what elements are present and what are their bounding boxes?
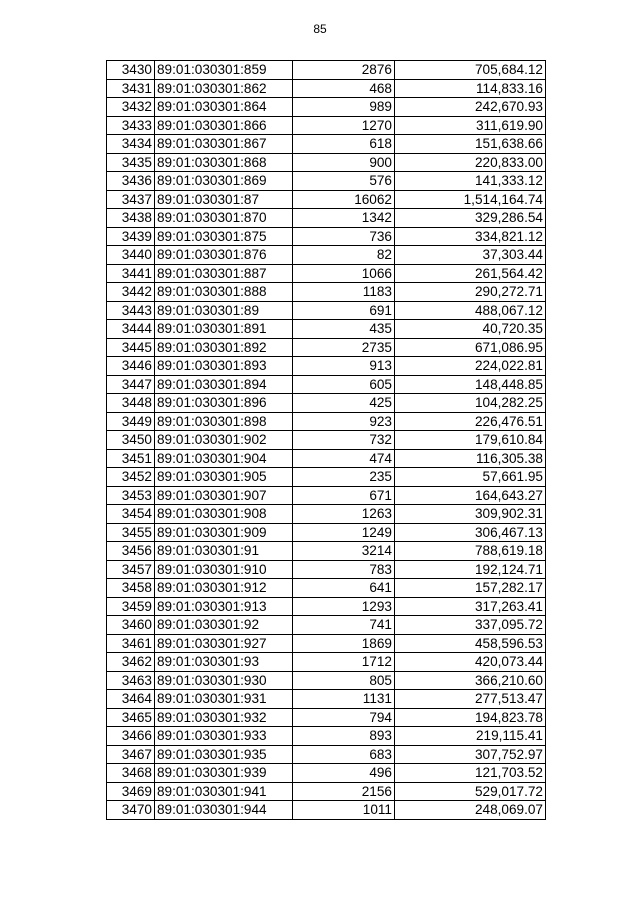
table-row: [107, 468, 546, 487]
row-number-cell: 3451: [107, 449, 155, 468]
row-number-cell: 3442: [107, 283, 155, 302]
row-number-cell: 3444: [107, 320, 155, 339]
table-row: [107, 579, 546, 598]
cadastral-value-cell: 242,670.93: [395, 98, 546, 117]
cadastral-number-cell: 89:01:030301:896: [155, 394, 293, 413]
area-cell: 82: [293, 246, 395, 265]
area-cell: 1183: [293, 283, 395, 302]
table-row: [107, 801, 546, 820]
row-number-cell: 3464: [107, 690, 155, 709]
area-cell: 732: [293, 431, 395, 450]
table-row: [107, 412, 546, 431]
table-row: [107, 764, 546, 783]
cadastral-value-cell: 40,720.35: [395, 320, 546, 339]
cadastral-value-cell: 151,638.66: [395, 135, 546, 154]
cadastral-number-cell: 89:01:030301:892: [155, 338, 293, 357]
cadastral-number-cell: 89:01:030301:930: [155, 671, 293, 690]
table-row: [107, 153, 546, 172]
cadastral-number-cell: 89:01:030301:887: [155, 264, 293, 283]
table-row: [107, 338, 546, 357]
cadastral-number-cell: 89:01:030301:870: [155, 209, 293, 228]
area-cell: 671: [293, 486, 395, 505]
cadastral-number-cell: 89:01:030301:898: [155, 412, 293, 431]
row-number-cell: 3457: [107, 560, 155, 579]
cadastral-number-cell: 89:01:030301:867: [155, 135, 293, 154]
cadastral-value-cell: 116,305.38: [395, 449, 546, 468]
cadastral-number-cell: 89:01:030301:905: [155, 468, 293, 487]
row-number-cell: 3439: [107, 227, 155, 246]
row-number-cell: 3453: [107, 486, 155, 505]
cadastral-number-cell: 89:01:030301:876: [155, 246, 293, 265]
table-row: [107, 690, 546, 709]
cadastral-value-cell: 317,263.41: [395, 597, 546, 616]
cadastral-value-cell: 226,476.51: [395, 412, 546, 431]
table-row: [107, 172, 546, 191]
cadastral-number-cell: 89:01:030301:927: [155, 634, 293, 653]
table-row: [107, 505, 546, 524]
cadastral-value-cell: 219,115.41: [395, 727, 546, 746]
cadastral-value-cell: 306,467.13: [395, 523, 546, 542]
table-row: [107, 264, 546, 283]
table-row: [107, 634, 546, 653]
row-number-cell: 3465: [107, 708, 155, 727]
area-cell: 16062: [293, 190, 395, 209]
table-row: [107, 79, 546, 98]
area-cell: 1342: [293, 209, 395, 228]
cadastral-value-cell: 488,067.12: [395, 301, 546, 320]
cadastral-value-cell: 179,610.84: [395, 431, 546, 450]
table-row: [107, 135, 546, 154]
table-row: [107, 283, 546, 302]
cadastral-number-cell: 89:01:030301:875: [155, 227, 293, 246]
table-row: [107, 745, 546, 764]
cadastral-value-cell: 788,619.18: [395, 542, 546, 561]
area-cell: 235: [293, 468, 395, 487]
table-row: [107, 227, 546, 246]
cadastral-value-cell: 194,823.78: [395, 708, 546, 727]
cadastral-number-cell: 89:01:030301:933: [155, 727, 293, 746]
cadastral-value-cell: 121,703.52: [395, 764, 546, 783]
row-number-cell: 3450: [107, 431, 155, 450]
row-number-cell: 3462: [107, 653, 155, 672]
cadastral-value-cell: 311,619.90: [395, 116, 546, 135]
cadastral-value-cell: 248,069.07: [395, 801, 546, 820]
table-body: [107, 61, 546, 820]
row-number-cell: 3452: [107, 468, 155, 487]
row-number-cell: 3458: [107, 579, 155, 598]
cadastral-number-cell: 89:01:030301:944: [155, 801, 293, 820]
area-cell: 683: [293, 745, 395, 764]
area-cell: 741: [293, 616, 395, 635]
cadastral-number-cell: 89:01:030301:888: [155, 283, 293, 302]
area-cell: 474: [293, 449, 395, 468]
cadastral-value-cell: 458,596.53: [395, 634, 546, 653]
table-row: [107, 394, 546, 413]
area-cell: 1293: [293, 597, 395, 616]
cadastral-value-cell: 261,564.42: [395, 264, 546, 283]
area-cell: 641: [293, 579, 395, 598]
row-number-cell: 3434: [107, 135, 155, 154]
area-cell: 3214: [293, 542, 395, 561]
table-row: [107, 486, 546, 505]
cadastral-value-cell: 164,643.27: [395, 486, 546, 505]
area-cell: 425: [293, 394, 395, 413]
cadastral-number-cell: 89:01:030301:939: [155, 764, 293, 783]
cadastral-number-cell: 89:01:030301:907: [155, 486, 293, 505]
row-number-cell: 3441: [107, 264, 155, 283]
cadastral-value-cell: 307,752.97: [395, 745, 546, 764]
area-cell: 1131: [293, 690, 395, 709]
table-row: [107, 301, 546, 320]
cadastral-value-cell: 309,902.31: [395, 505, 546, 524]
area-cell: 893: [293, 727, 395, 746]
cadastral-value-cell: 141,333.12: [395, 172, 546, 191]
cadastral-number-cell: 89:01:030301:904: [155, 449, 293, 468]
row-number-cell: 3460: [107, 616, 155, 635]
table-row: [107, 209, 546, 228]
area-cell: 783: [293, 560, 395, 579]
table-row: [107, 61, 546, 80]
cadastral-number-cell: 89:01:030301:868: [155, 153, 293, 172]
cadastral-value-cell: 705,684.12: [395, 61, 546, 80]
area-cell: 2876: [293, 61, 395, 80]
cadastral-number-cell: 89:01:030301:89: [155, 301, 293, 320]
area-cell: 900: [293, 153, 395, 172]
table-row: [107, 449, 546, 468]
cadastral-number-cell: 89:01:030301:913: [155, 597, 293, 616]
row-number-cell: 3440: [107, 246, 155, 265]
area-cell: 1869: [293, 634, 395, 653]
table-row: [107, 190, 546, 209]
row-number-cell: 3430: [107, 61, 155, 80]
cadastral-number-cell: 89:01:030301:87: [155, 190, 293, 209]
cadastral-number-cell: 89:01:030301:894: [155, 375, 293, 394]
row-number-cell: 3459: [107, 597, 155, 616]
cadastral-number-cell: 89:01:030301:862: [155, 79, 293, 98]
table-row: [107, 375, 546, 394]
area-cell: 2735: [293, 338, 395, 357]
page-number: 85: [313, 22, 327, 36]
cadastral-number-cell: 89:01:030301:910: [155, 560, 293, 579]
cadastral-number-cell: 89:01:030301:909: [155, 523, 293, 542]
cadastral-number-cell: 89:01:030301:869: [155, 172, 293, 191]
row-number-cell: 3433: [107, 116, 155, 135]
area-cell: 989: [293, 98, 395, 117]
area-cell: 468: [293, 79, 395, 98]
row-number-cell: 3436: [107, 172, 155, 191]
cadastral-value-cell: 148,448.85: [395, 375, 546, 394]
cadastral-value-cell: 37,303.44: [395, 246, 546, 265]
row-number-cell: 3438: [107, 209, 155, 228]
cadastral-value-cell: 1,514,164.74: [395, 190, 546, 209]
table-row: [107, 431, 546, 450]
cadastral-number-cell: 89:01:030301:893: [155, 357, 293, 376]
cadastral-number-cell: 89:01:030301:859: [155, 61, 293, 80]
row-number-cell: 3466: [107, 727, 155, 746]
table-row: [107, 542, 546, 561]
row-number-cell: 3448: [107, 394, 155, 413]
cadastral-value-cell: 529,017.72: [395, 782, 546, 801]
row-number-cell: 3432: [107, 98, 155, 117]
table-row: [107, 616, 546, 635]
row-number-cell: 3435: [107, 153, 155, 172]
area-cell: 794: [293, 708, 395, 727]
row-number-cell: 3470: [107, 801, 155, 820]
cadastral-value-cell: 671,086.95: [395, 338, 546, 357]
area-cell: 1249: [293, 523, 395, 542]
row-number-cell: 3455: [107, 523, 155, 542]
cadastral-number-cell: 89:01:030301:908: [155, 505, 293, 524]
table-row: [107, 523, 546, 542]
table-row: [107, 560, 546, 579]
area-cell: 1011: [293, 801, 395, 820]
table-row: [107, 782, 546, 801]
area-cell: 736: [293, 227, 395, 246]
area-cell: 618: [293, 135, 395, 154]
table-row: [107, 671, 546, 690]
cadastral-value-cell: 337,095.72: [395, 616, 546, 635]
cadastral-value-cell: 104,282.25: [395, 394, 546, 413]
row-number-cell: 3431: [107, 79, 155, 98]
cadastral-number-cell: 89:01:030301:864: [155, 98, 293, 117]
cadastral-value-cell: 57,661.95: [395, 468, 546, 487]
cadastral-value-cell: 277,513.47: [395, 690, 546, 709]
area-cell: 1712: [293, 653, 395, 672]
cadastral-number-cell: 89:01:030301:902: [155, 431, 293, 450]
cadastral-number-cell: 89:01:030301:92: [155, 616, 293, 635]
cadastral-number-cell: 89:01:030301:941: [155, 782, 293, 801]
area-cell: 805: [293, 671, 395, 690]
row-number-cell: 3445: [107, 338, 155, 357]
area-cell: 496: [293, 764, 395, 783]
area-cell: 435: [293, 320, 395, 339]
cadastral-value-cell: 329,286.54: [395, 209, 546, 228]
area-cell: 1270: [293, 116, 395, 135]
row-number-cell: 3437: [107, 190, 155, 209]
table-row: [107, 98, 546, 117]
table-row: [107, 727, 546, 746]
area-cell: 1066: [293, 264, 395, 283]
area-cell: 913: [293, 357, 395, 376]
cadastral-value-cell: 192,124.71: [395, 560, 546, 579]
row-number-cell: 3449: [107, 412, 155, 431]
cadastral-number-cell: 89:01:030301:91: [155, 542, 293, 561]
row-number-cell: 3447: [107, 375, 155, 394]
cadastral-value-cell: 290,272.71: [395, 283, 546, 302]
row-number-cell: 3469: [107, 782, 155, 801]
table-row: [107, 116, 546, 135]
table-row: [107, 708, 546, 727]
area-cell: 605: [293, 375, 395, 394]
row-number-cell: 3468: [107, 764, 155, 783]
cadastral-number-cell: 89:01:030301:866: [155, 116, 293, 135]
row-number-cell: 3454: [107, 505, 155, 524]
cadastral-number-cell: 89:01:030301:912: [155, 579, 293, 598]
cadastral-number-cell: 89:01:030301:931: [155, 690, 293, 709]
row-number-cell: 3463: [107, 671, 155, 690]
row-number-cell: 3443: [107, 301, 155, 320]
cadastral-number-cell: 89:01:030301:891: [155, 320, 293, 339]
table-row: [107, 320, 546, 339]
area-cell: 576: [293, 172, 395, 191]
cadastral-value-cell: 420,073.44: [395, 653, 546, 672]
cadastral-value-cell: 220,833.00: [395, 153, 546, 172]
table-row: [107, 653, 546, 672]
row-number-cell: 3456: [107, 542, 155, 561]
cadastral-value-cell: 334,821.12: [395, 227, 546, 246]
land-parcel-table: [106, 60, 546, 820]
cadastral-value-cell: 366,210.60: [395, 671, 546, 690]
cadastral-value-cell: 114,833.16: [395, 79, 546, 98]
area-cell: 691: [293, 301, 395, 320]
table-row: [107, 246, 546, 265]
cadastral-number-cell: 89:01:030301:93: [155, 653, 293, 672]
cadastral-value-cell: 157,282.17: [395, 579, 546, 598]
row-number-cell: 3461: [107, 634, 155, 653]
cadastral-number-cell: 89:01:030301:932: [155, 708, 293, 727]
row-number-cell: 3467: [107, 745, 155, 764]
cadastral-number-cell: 89:01:030301:935: [155, 745, 293, 764]
area-cell: 1263: [293, 505, 395, 524]
row-number-cell: 3446: [107, 357, 155, 376]
table-row: [107, 357, 546, 376]
area-cell: 2156: [293, 782, 395, 801]
cadastral-value-cell: 224,022.81: [395, 357, 546, 376]
table-row: [107, 597, 546, 616]
area-cell: 923: [293, 412, 395, 431]
